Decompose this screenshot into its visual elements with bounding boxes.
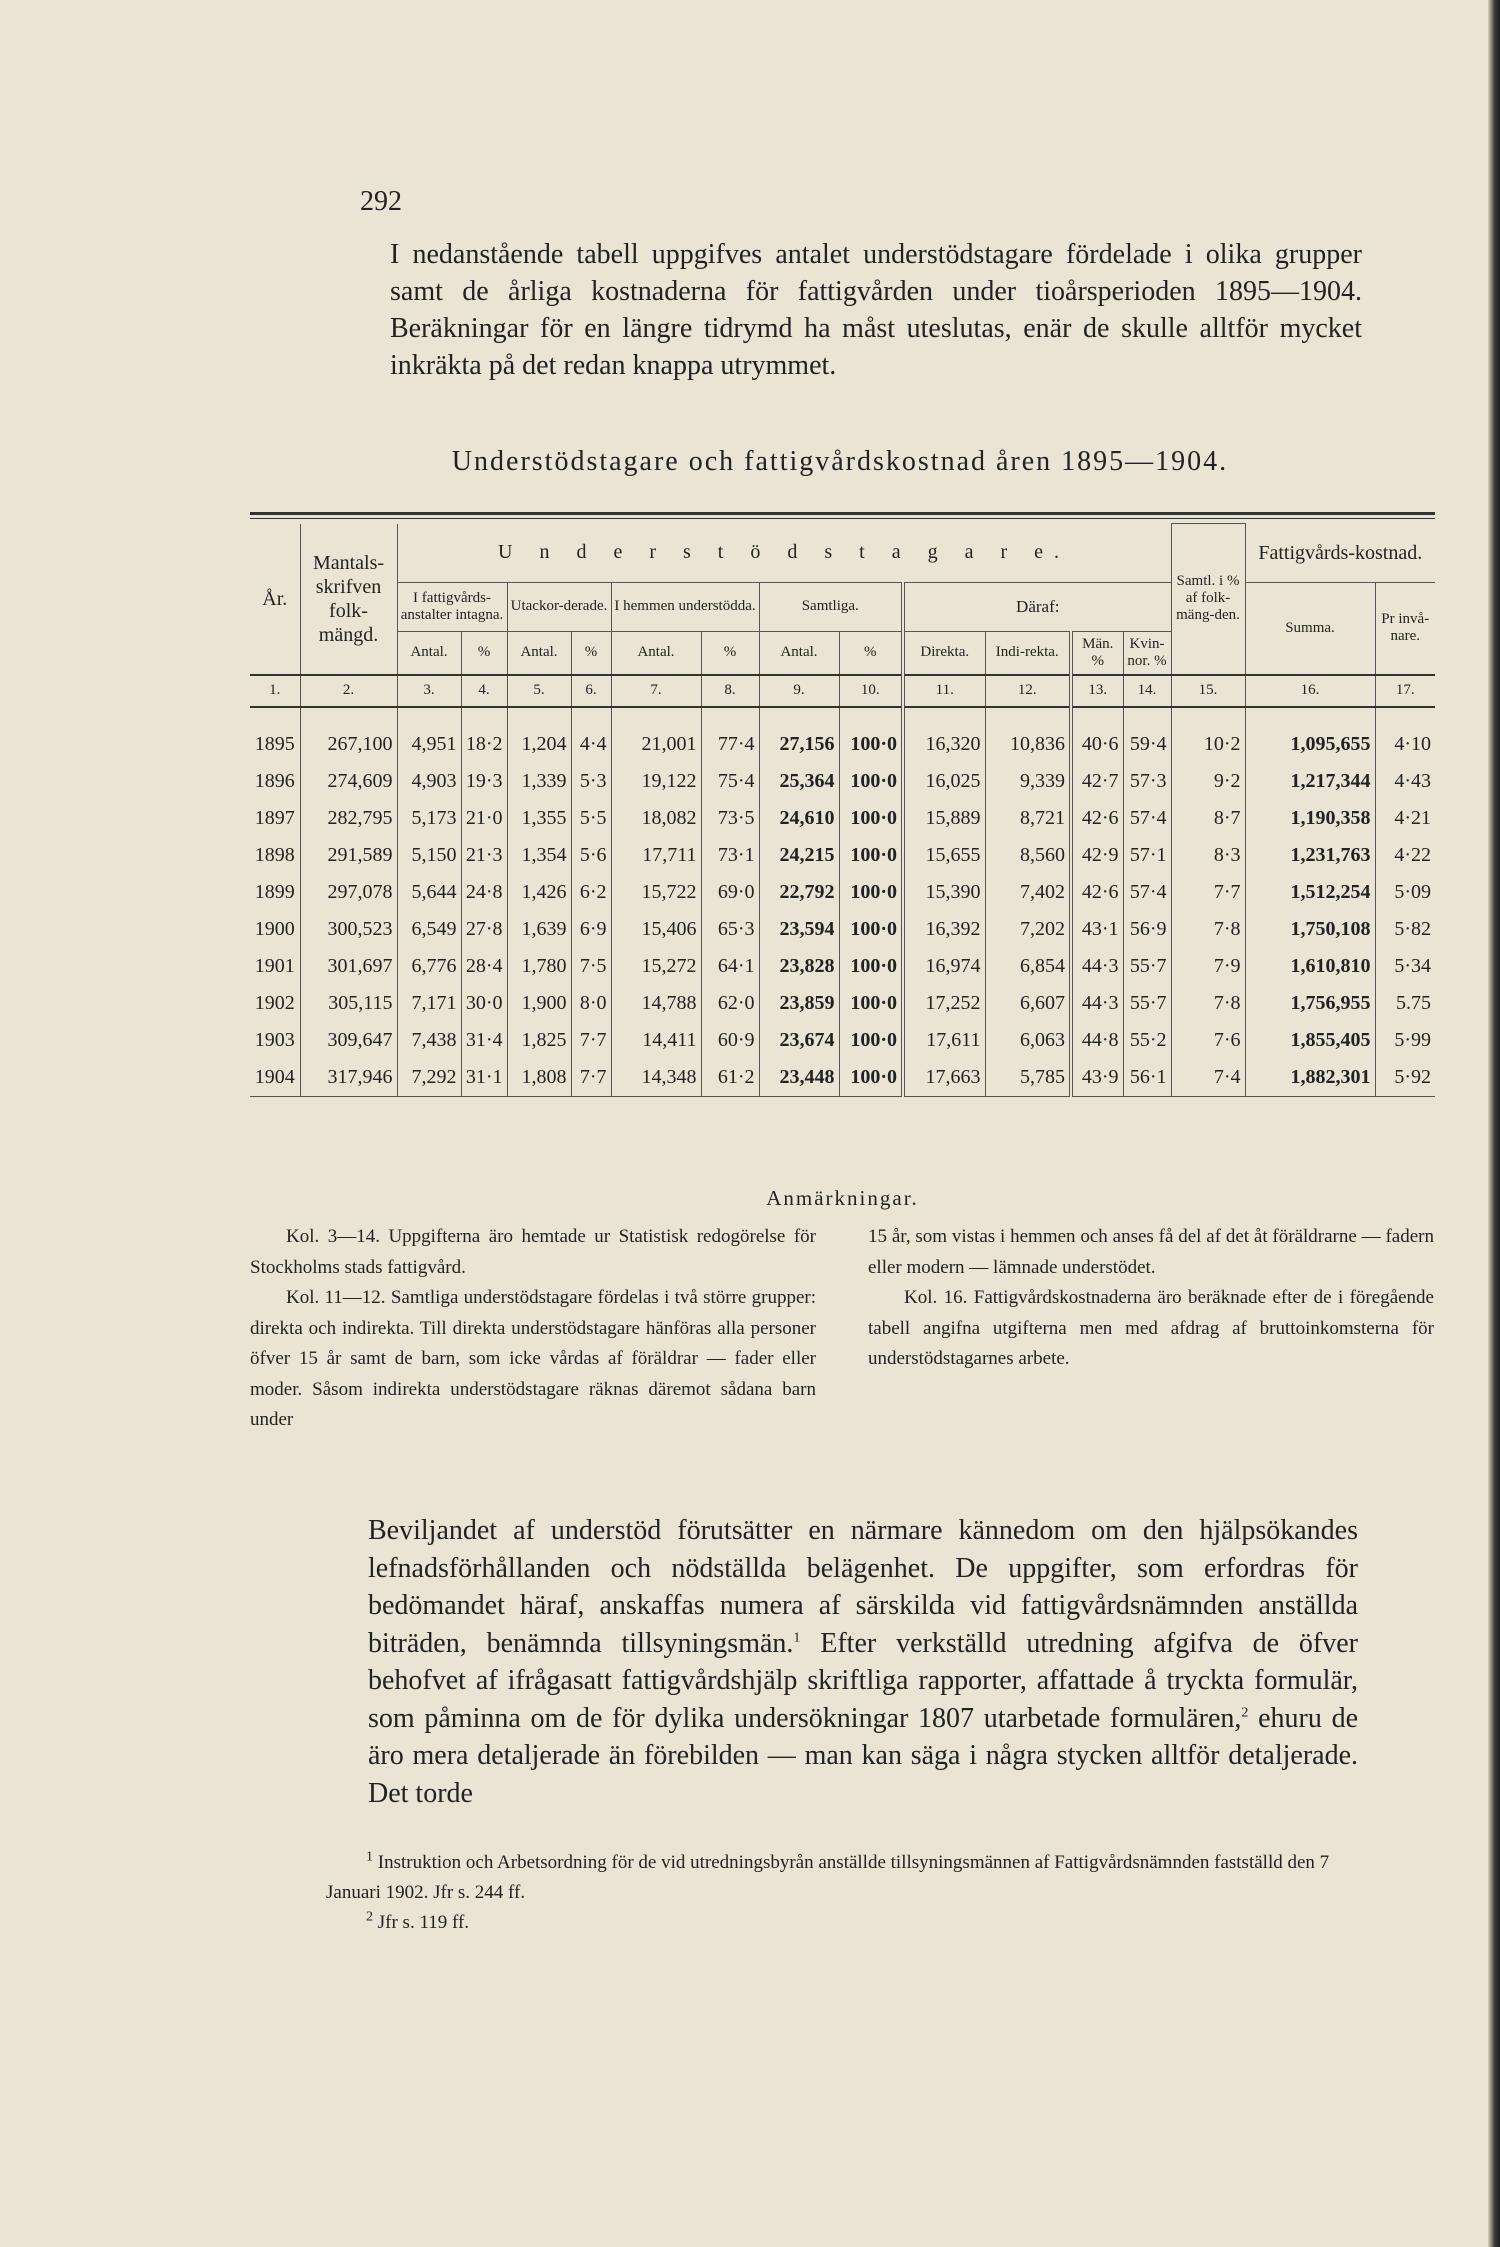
table-cell: 4·10 bbox=[1375, 707, 1435, 763]
table-cell: 60·9 bbox=[701, 1022, 759, 1059]
footnote-reference[interactable]: 2 bbox=[1241, 1705, 1249, 1721]
table-cell: 6,549 bbox=[397, 911, 461, 948]
table-cell: 9,339 bbox=[985, 763, 1071, 800]
table-cell: 23,674 bbox=[759, 1022, 839, 1059]
table-cell: 7·4 bbox=[1171, 1059, 1245, 1097]
table-cell: 15,655 bbox=[903, 837, 985, 874]
table-cell: 43·9 bbox=[1071, 1059, 1123, 1097]
table-cell: 5.75 bbox=[1375, 985, 1435, 1022]
remark-paragraph: 15 år, som vistas i hemmen och anses få del af det åt föräldrarne — fadern eller modern — lämnade understödet. bbox=[868, 1226, 1434, 1278]
table-cell: 30·0 bbox=[461, 985, 507, 1022]
year-cell: 1901 bbox=[254, 954, 295, 977]
table-cell: 10·2 bbox=[1171, 707, 1245, 763]
table-cell: 22,792 bbox=[759, 874, 839, 911]
table-cell: 15,390 bbox=[903, 874, 985, 911]
table-cell: 317,946 bbox=[300, 1059, 397, 1097]
table-cell: 44·3 bbox=[1071, 985, 1123, 1022]
remarks-left-column bbox=[250, 1222, 816, 1436]
table-cell: 77·4 bbox=[701, 707, 759, 763]
year-cell: 1904 bbox=[250, 1059, 300, 1097]
table-cell: 17,711 bbox=[611, 837, 701, 874]
table-cell: 14,411 bbox=[611, 1022, 701, 1059]
header-all-recipients: Samtliga. bbox=[759, 582, 903, 631]
table-cell: 6·2 bbox=[571, 874, 611, 911]
table-cell: 75·4 bbox=[701, 763, 759, 800]
footnote-text: Jfr s. 119 ff. bbox=[373, 1912, 470, 1933]
table-row bbox=[250, 985, 1435, 1022]
table-cell: 1,426 bbox=[507, 874, 571, 911]
header-boarded-out: Utackor-derade. bbox=[507, 582, 611, 631]
table-cell: 23,594 bbox=[759, 911, 839, 948]
header-count: Antal. bbox=[397, 631, 461, 675]
table-cell: 23,448 bbox=[759, 1059, 839, 1097]
table-cell: 5·99 bbox=[1375, 1022, 1435, 1059]
table-cell: 100·0 bbox=[839, 800, 903, 837]
header-recipients: U n d e r s t ö d s t a g a r e. bbox=[397, 524, 1171, 583]
header-direct: Direkta. bbox=[903, 631, 985, 675]
column-number: 1. bbox=[250, 675, 300, 707]
table-row bbox=[250, 800, 1435, 837]
table-cell: 6,607 bbox=[985, 985, 1071, 1022]
table-cell: 73·1 bbox=[701, 837, 759, 874]
table-cell: 5,150 bbox=[397, 837, 461, 874]
table-cell: 7·5 bbox=[571, 948, 611, 985]
footnote-text: Instruktion och Arbetsordning för de vid utredningsbyrån anställde tillsyningsmännen af Fattigvårdsnämnden fastställd den 7 Januari 1902. Jfr s. 244 ff. bbox=[326, 1852, 1330, 1903]
table-cell: 100·0 bbox=[839, 911, 903, 948]
table-cell: 5,644 bbox=[397, 874, 461, 911]
table-cell: 1,825 bbox=[507, 1022, 571, 1059]
year-cell: 1896 bbox=[254, 769, 295, 792]
column-number: 12. bbox=[985, 675, 1071, 707]
year-cell: 1903 bbox=[254, 1028, 295, 1051]
table-cell: 1,204 bbox=[507, 707, 571, 763]
table-cell: 23,828 bbox=[759, 948, 839, 985]
year-cell: 1895 bbox=[254, 732, 295, 755]
table-row bbox=[250, 1059, 1435, 1097]
year-cell: 1898 bbox=[254, 843, 295, 866]
table-cell: 62·0 bbox=[701, 985, 759, 1022]
table-cell: 7·8 bbox=[1171, 985, 1245, 1022]
column-number: 9. bbox=[759, 675, 839, 707]
table-cell: 55·7 bbox=[1123, 985, 1171, 1022]
table-cell: 69·0 bbox=[701, 874, 759, 911]
footnote bbox=[326, 1908, 1356, 1938]
intro-paragraph: I nedanstående tabell uppgifves antalet understödstagare fördelade i olika grupper samt de årliga kostnaderna för fattigvården under tioårsperioden 1895—1904. Beräkningar för en längre tidrymd ha måst uteslutas, enär de skulle alltför mycket inkräkta på det redan knappa utrymmet. bbox=[390, 239, 1362, 381]
header-share-of-population: Samtl. i % af folk-mäng-den. bbox=[1171, 524, 1245, 675]
table-cell: 1,339 bbox=[507, 763, 571, 800]
body-paragraph bbox=[368, 1512, 1358, 1812]
body-text-part: Beviljandet af understöd förutsätter en närmare kännedom om den hjälpsökandes lefnadsförhållanden och nödställda belägenhet. De uppgifter, som erfordras för bedömandet häraf, anskaffas numera af särskilda vid fattigvårdsnämnden anställda biträden, benämnda tillsyningsmän. bbox=[368, 1515, 1358, 1659]
table-cell: 61·2 bbox=[701, 1059, 759, 1097]
table-cell: 18·2 bbox=[461, 707, 507, 763]
year-cell: 1902 bbox=[254, 991, 295, 1014]
table-row bbox=[250, 874, 1435, 911]
table-cell: 73·5 bbox=[701, 800, 759, 837]
table-cell: 100·0 bbox=[839, 948, 903, 985]
table-title: Understödstagare och fattigvårdskostnad åren 1895—1904. bbox=[451, 446, 1229, 477]
table-cell: 21·3 bbox=[461, 837, 507, 874]
table-cell: 5·92 bbox=[1375, 1059, 1435, 1097]
table-cell: 4·22 bbox=[1375, 837, 1435, 874]
column-number: 17. bbox=[1375, 675, 1435, 707]
table-cell: 55·7 bbox=[1123, 948, 1171, 985]
table-cell: 267,100 bbox=[300, 707, 397, 763]
table-top-rule bbox=[250, 512, 1435, 519]
table-cell: 1,808 bbox=[507, 1059, 571, 1097]
column-number: 3. bbox=[397, 675, 461, 707]
table-cell: 55·2 bbox=[1123, 1022, 1171, 1059]
header-year: År. bbox=[262, 587, 288, 610]
header-institutions: I fattigvårds-anstalter intagna. bbox=[397, 582, 507, 631]
column-number: 6. bbox=[571, 675, 611, 707]
table-cell: 1,190,358 bbox=[1245, 800, 1375, 837]
header-home-relief: I hemmen understödda. bbox=[611, 582, 759, 631]
header-per-inhabitant: Pr invå-nare. bbox=[1375, 582, 1435, 675]
table-row bbox=[250, 1022, 1435, 1059]
table-cell: 100·0 bbox=[839, 763, 903, 800]
table-cell: 6,063 bbox=[985, 1022, 1071, 1059]
header-percent: % bbox=[839, 631, 903, 675]
header-of-which: Däraf: bbox=[903, 582, 1171, 631]
footnote-mark: 1 bbox=[366, 1849, 373, 1865]
table-cell: 31·4 bbox=[461, 1022, 507, 1059]
table-cell: 10,836 bbox=[985, 707, 1071, 763]
table-cell: 23,859 bbox=[759, 985, 839, 1022]
column-number: 4. bbox=[461, 675, 507, 707]
table-cell: 21·0 bbox=[461, 800, 507, 837]
table-row bbox=[250, 763, 1435, 800]
column-number: 11. bbox=[903, 675, 985, 707]
table-cell: 15,406 bbox=[611, 911, 701, 948]
table-row bbox=[250, 707, 1435, 763]
table-cell: 14,788 bbox=[611, 985, 701, 1022]
table-cell: 59·4 bbox=[1123, 707, 1171, 763]
table-cell: 42·6 bbox=[1071, 800, 1123, 837]
table-cell: 5·34 bbox=[1375, 948, 1435, 985]
table-cell: 42·9 bbox=[1071, 837, 1123, 874]
footnotes bbox=[326, 1848, 1356, 1938]
year-cell: 1900 bbox=[254, 917, 295, 940]
table-cell: 42·6 bbox=[1071, 874, 1123, 911]
table-cell: 7·7 bbox=[1171, 874, 1245, 911]
header-indirect: Indi-rekta. bbox=[985, 631, 1071, 675]
table-cell: 1,756,955 bbox=[1245, 985, 1375, 1022]
table-cell: 4·43 bbox=[1375, 763, 1435, 800]
table-cell: 7·7 bbox=[571, 1059, 611, 1097]
table-cell: 18,082 bbox=[611, 800, 701, 837]
table-cell: 7,402 bbox=[985, 874, 1071, 911]
table-cell: 16,025 bbox=[903, 763, 985, 800]
table-cell: 27,156 bbox=[759, 707, 839, 763]
column-number: 13. bbox=[1071, 675, 1123, 707]
remark-paragraph: Kol. 11—12. Samtliga understödstagare fördelas i två större grupper: direkta och indirekta. Till direkta understödstagare hänföras alla personer öfver 15 år samt de barn, som icke vårdas af föräldrar — fader eller moder. Såsom indirekta understödstagare räknas däremot sådana barn under bbox=[250, 1287, 816, 1430]
table-cell: 56·9 bbox=[1123, 911, 1171, 948]
table-row bbox=[250, 911, 1435, 948]
remarks-right-column bbox=[868, 1222, 1434, 1375]
year-cell: 1899 bbox=[254, 880, 295, 903]
header-men-percent: Män. % bbox=[1071, 631, 1123, 675]
table-cell: 297,078 bbox=[300, 874, 397, 911]
table-cell: 40·6 bbox=[1071, 707, 1123, 763]
table-cell: 1,354 bbox=[507, 837, 571, 874]
header-women-percent: Kvin-nor. % bbox=[1123, 631, 1171, 675]
table-cell: 16,320 bbox=[903, 707, 985, 763]
table-cell: 1,855,405 bbox=[1245, 1022, 1375, 1059]
table-cell: 301,697 bbox=[300, 948, 397, 985]
table-cell: 25,364 bbox=[759, 763, 839, 800]
column-number: 5. bbox=[507, 675, 571, 707]
table-body bbox=[250, 707, 1435, 1097]
table-cell: 6·9 bbox=[571, 911, 611, 948]
header-poor-relief-cost: Fattigvårds-kostnad. bbox=[1245, 524, 1435, 583]
table-cell: 5·5 bbox=[571, 800, 611, 837]
table-cell: 19·3 bbox=[461, 763, 507, 800]
table-cell: 1,231,763 bbox=[1245, 837, 1375, 874]
body-text-part: Efter verkställd utredning afgifva de öfver behofvet af ifrågasatt fattigvårdshjälp skriftliga rapporter, affattade å tryckta formulär, som påminna om de för dylika undersökningar 1807 utarbetade formulären, bbox=[368, 1627, 1358, 1734]
table-cell: 24,215 bbox=[759, 837, 839, 874]
column-number: 8. bbox=[701, 675, 759, 707]
table-cell: 282,795 bbox=[300, 800, 397, 837]
table-row bbox=[250, 948, 1435, 985]
statistics-table-wrapper bbox=[250, 512, 1435, 1097]
table-cell: 8,721 bbox=[985, 800, 1071, 837]
table-cell: 1,095,655 bbox=[1245, 707, 1375, 763]
table-cell: 7,438 bbox=[397, 1022, 461, 1059]
table-cell: 1,900 bbox=[507, 985, 571, 1022]
table-cell: 4,951 bbox=[397, 707, 461, 763]
table-cell: 14,348 bbox=[611, 1059, 701, 1097]
table-cell: 17,252 bbox=[903, 985, 985, 1022]
column-number: 14. bbox=[1123, 675, 1171, 707]
column-number: 10. bbox=[839, 675, 903, 707]
table-cell: 24,610 bbox=[759, 800, 839, 837]
header-percent: % bbox=[701, 631, 759, 675]
table-cell: 291,589 bbox=[300, 837, 397, 874]
table-cell: 57·3 bbox=[1123, 763, 1171, 800]
table-cell: 1,512,254 bbox=[1245, 874, 1375, 911]
table-cell: 1,217,344 bbox=[1245, 763, 1375, 800]
remarks-title: Anmärkningar. bbox=[766, 1186, 919, 1210]
column-number: 15. bbox=[1171, 675, 1245, 707]
table-cell: 7,292 bbox=[397, 1059, 461, 1097]
footnote bbox=[326, 1848, 1356, 1908]
table-cell: 24·8 bbox=[461, 874, 507, 911]
table-cell: 5·09 bbox=[1375, 874, 1435, 911]
table-cell: 8·3 bbox=[1171, 837, 1245, 874]
footnote-reference[interactable]: 1 bbox=[793, 1630, 801, 1646]
table-cell: 1,610,810 bbox=[1245, 948, 1375, 985]
table-cell: 305,115 bbox=[300, 985, 397, 1022]
statistics-table bbox=[250, 523, 1435, 1097]
table-cell: 7·7 bbox=[571, 1022, 611, 1059]
footnote-mark: 2 bbox=[366, 1909, 373, 1925]
table-cell: 5·6 bbox=[571, 837, 611, 874]
table-cell: 56·1 bbox=[1123, 1059, 1171, 1097]
table-cell: 1,882,301 bbox=[1245, 1059, 1375, 1097]
column-number: 7. bbox=[611, 675, 701, 707]
table-cell: 5,173 bbox=[397, 800, 461, 837]
remark-paragraph: Kol. 3—14. Uppgifterna äro hemtade ur Statistisk redogörelse för Stockholms stads fattigvård. bbox=[250, 1226, 816, 1278]
table-cell: 1,780 bbox=[507, 948, 571, 985]
table-cell: 100·0 bbox=[839, 1059, 903, 1097]
table-cell: 31·1 bbox=[461, 1059, 507, 1097]
table-cell: 100·0 bbox=[839, 985, 903, 1022]
table-cell: 27·8 bbox=[461, 911, 507, 948]
table-cell: 9·2 bbox=[1171, 763, 1245, 800]
table-cell: 8·0 bbox=[571, 985, 611, 1022]
table-cell: 43·1 bbox=[1071, 911, 1123, 948]
table-cell: 8·7 bbox=[1171, 800, 1245, 837]
table-cell: 5·82 bbox=[1375, 911, 1435, 948]
table-cell: 57·4 bbox=[1123, 800, 1171, 837]
column-number: 2. bbox=[300, 675, 397, 707]
table-cell: 17,611 bbox=[903, 1022, 985, 1059]
header-percent: % bbox=[461, 631, 507, 675]
table-cell: 15,272 bbox=[611, 948, 701, 985]
table-cell: 5,785 bbox=[985, 1059, 1071, 1097]
table-cell: 100·0 bbox=[839, 874, 903, 911]
table-cell: 6,854 bbox=[985, 948, 1071, 985]
table-cell: 1,750,108 bbox=[1245, 911, 1375, 948]
table-cell: 15,722 bbox=[611, 874, 701, 911]
table-cell: 19,122 bbox=[611, 763, 701, 800]
table-cell: 7,171 bbox=[397, 985, 461, 1022]
header-count: Antal. bbox=[759, 631, 839, 675]
header-total: Summa. bbox=[1245, 582, 1375, 675]
page-edge bbox=[1488, 0, 1500, 2247]
year-cell: 1897 bbox=[254, 806, 295, 829]
header-population: Mantals-skrifven folk-mängd. bbox=[300, 524, 397, 675]
table-cell: 15,889 bbox=[903, 800, 985, 837]
table-cell: 100·0 bbox=[839, 1022, 903, 1059]
remark-paragraph: Kol. 16. Fattigvårdskostnaderna äro beräknade efter de i föregående tabell angifna utgifterna men med afdrag af bruttoinkomsterna för understödstagarnes arbete. bbox=[868, 1287, 1434, 1369]
table-cell: 5·3 bbox=[571, 763, 611, 800]
table-cell: 57·4 bbox=[1123, 874, 1171, 911]
table-cell: 1,639 bbox=[507, 911, 571, 948]
header-count: Antal. bbox=[507, 631, 571, 675]
table-cell: 274,609 bbox=[300, 763, 397, 800]
table-cell: 4·21 bbox=[1375, 800, 1435, 837]
table-cell: 6,776 bbox=[397, 948, 461, 985]
column-number-row bbox=[250, 675, 1435, 707]
table-cell: 17,663 bbox=[903, 1059, 985, 1097]
column-number: 16. bbox=[1245, 675, 1375, 707]
table-cell: 28·4 bbox=[461, 948, 507, 985]
table-cell: 44·8 bbox=[1071, 1022, 1123, 1059]
table-cell: 16,392 bbox=[903, 911, 985, 948]
table-cell: 44·3 bbox=[1071, 948, 1123, 985]
table-cell: 309,647 bbox=[300, 1022, 397, 1059]
table-cell: 7·8 bbox=[1171, 911, 1245, 948]
table-cell: 65·3 bbox=[701, 911, 759, 948]
table-cell: 1,355 bbox=[507, 800, 571, 837]
table-cell: 7·9 bbox=[1171, 948, 1245, 985]
header-count: Antal. bbox=[611, 631, 701, 675]
page-number: 292 bbox=[360, 186, 402, 217]
table-cell: 64·1 bbox=[701, 948, 759, 985]
table-row bbox=[250, 837, 1435, 874]
table-cell: 7·6 bbox=[1171, 1022, 1245, 1059]
table-cell: 7,202 bbox=[985, 911, 1071, 948]
table-cell: 21,001 bbox=[611, 707, 701, 763]
table-cell: 16,974 bbox=[903, 948, 985, 985]
header-percent: % bbox=[571, 631, 611, 675]
table-cell: 57·1 bbox=[1123, 837, 1171, 874]
body-text-part: ehuru de äro mera detaljerade än förebilden — man kan säga i några stycken alltför detaljerade. Det torde bbox=[368, 1702, 1359, 1809]
table-cell: 8,560 bbox=[985, 837, 1071, 874]
table-cell: 100·0 bbox=[839, 837, 903, 874]
table-cell: 100·0 bbox=[839, 707, 903, 763]
table-cell: 42·7 bbox=[1071, 763, 1123, 800]
table-cell: 4,903 bbox=[397, 763, 461, 800]
table-cell: 300,523 bbox=[300, 911, 397, 948]
table-cell: 4·4 bbox=[571, 707, 611, 763]
